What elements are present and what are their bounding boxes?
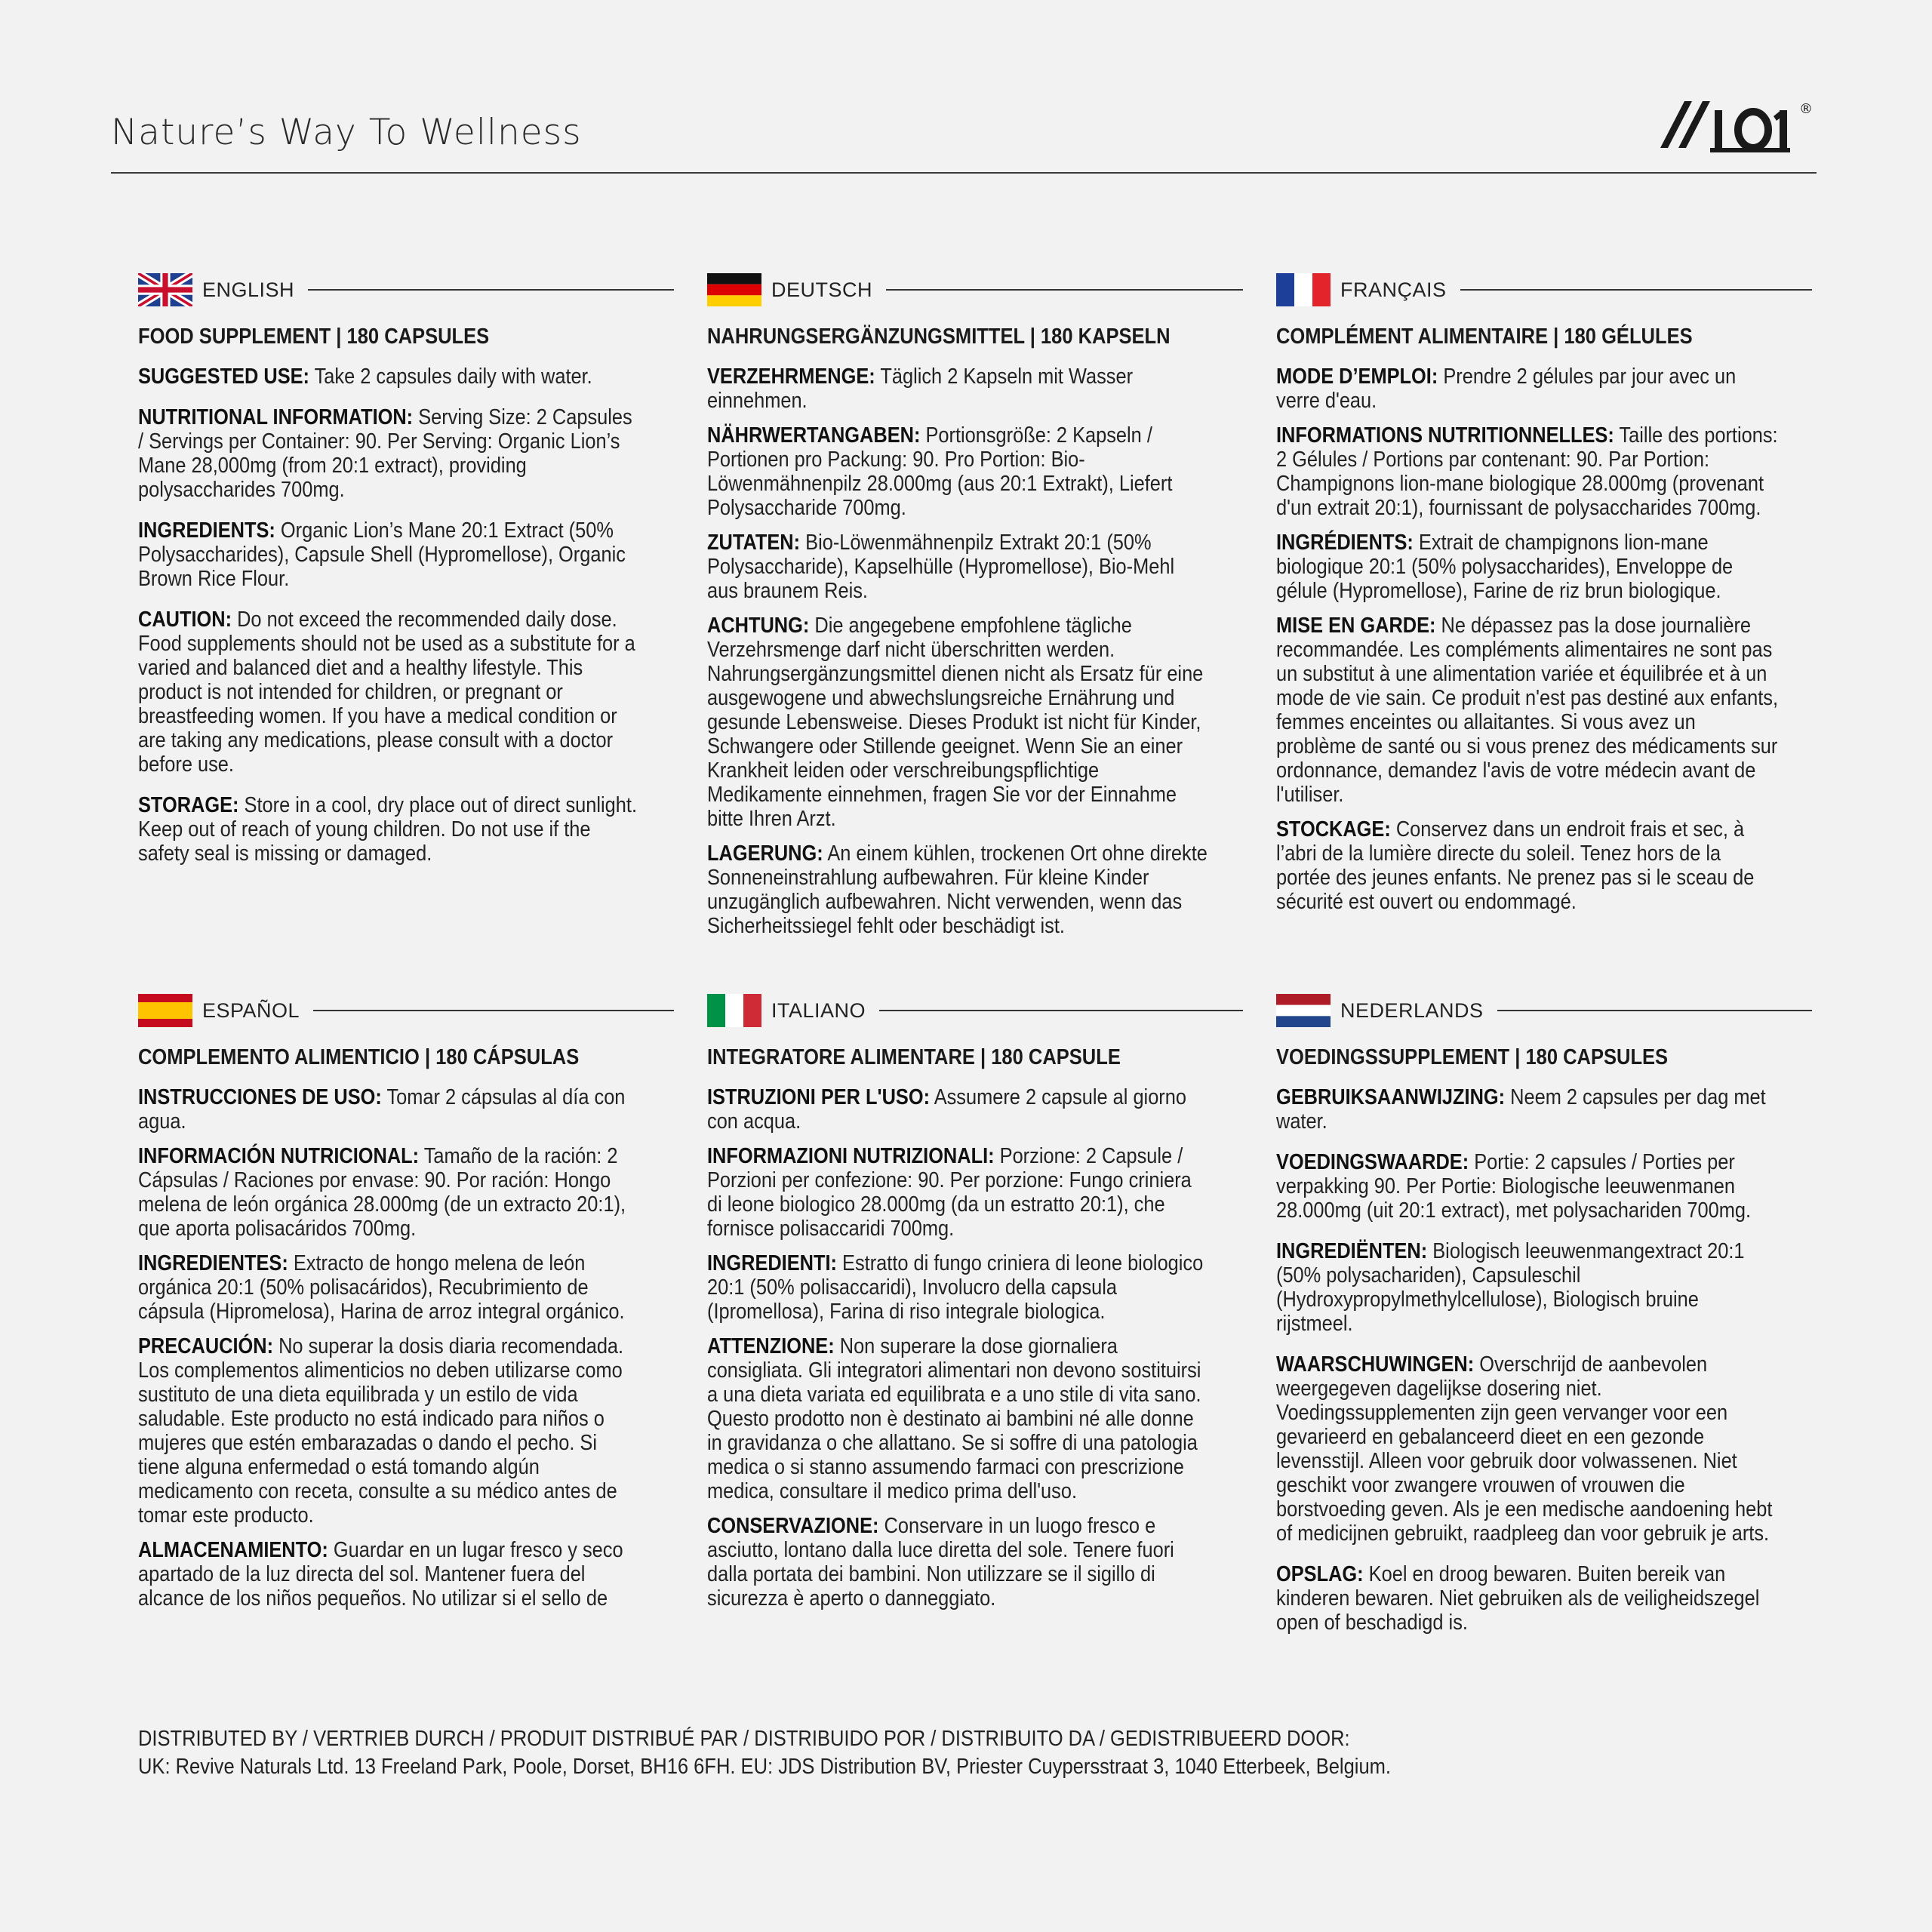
- language-header: [138, 272, 674, 308]
- section-deutsch: [707, 272, 1243, 949]
- caution: MISE EN GARDE: Ne dépassez pas la dose journalière recommandée. Les compléments alimentaires ne sont pas un substitut à une alimentation variée et équilibrée et à un mode de vie sain. Ce produit n'est pas destiné aux enfants, femmes enceintes ou allaitantes. Si vous avez un problème de santé ou si vous prenez des médicaments sur ordonnance, demandez l'avis de votre médecin avant de l'utiliser.: [1276, 614, 1779, 807]
- registered-mark: ®: [1799, 101, 1813, 117]
- language-header: [707, 992, 1243, 1029]
- ingredients: INGREDIËNTEN: Biologisch leeuwenmangextract 20:1 (50% polysachariden), Capsuleschil (Hydroxypropylmethylcellulose), Biologisch bruine rijstmeel.: [1276, 1239, 1745, 1336]
- language-divider: [1460, 289, 1812, 291]
- caution: WAARSCHUWINGEN: Overschrijd de aanbevolen weergegeven dagelijkse dosering niet. Voedingssupplementen zijn geen vervanger voor een gevarieerd en gebalanceerd dieet en een gezonde levensstijl. Alleen voor gebruik door volwassenen. Niet geschikt voor zwangere vrouwen of vrouwen die borstvoeding geven. Als je een medische aandoening hebt of medicijnen gebruikt, raadpleeg dan voor gebruik je arts.: [1276, 1352, 1773, 1546]
- suggested-use: ISTRUZIONI PER L'USO: Assumere 2 capsule al giorno con acqua.: [707, 1085, 1186, 1134]
- language-label: ESPAÑOL: [202, 998, 300, 1022]
- storage: ALMACENAMIENTO: Guardar en un lugar fresco y seco apartado de la luz directa del sol. Mantener fuera del alcance de los niños pequeños. No utilizar si el sello de: [138, 1538, 623, 1611]
- ingredients: ZUTATEN: Bio-Löwenmähnenpilz Extrakt 20:1 (50% Polysaccharide), Kapselhülle (Hypromellose), Bio-Mehl aus braunem Reis.: [707, 531, 1175, 603]
- distributor-info: [138, 1725, 1732, 1781]
- header-divider: [111, 172, 1817, 174]
- distributed-by-label: DISTRIBUTED BY / VERTRIEB DURCH / PRODUIT DISTRIBUÉ PAR / DISTRIBUIDO POR / DISTRIBUITO DA / GEDISTRIBUEERD DOOR:: [138, 1727, 1350, 1751]
- ingredients: INGREDIENTI: Estratto di fungo criniera di leone biologico 20:1 (50% polisaccaridi), Involucro della capsula (Ipromellosa), Farina di riso integrale biologica.: [707, 1251, 1204, 1324]
- language-label: ENGLISH: [202, 278, 295, 301]
- netherlands-flag-icon: [1276, 994, 1331, 1027]
- language-label: ITALIANO: [771, 998, 866, 1022]
- suggested-use: SUGGESTED USE: Take 2 capsules daily with water.: [138, 365, 592, 389]
- storage: LAGERUNG: An einem kühlen, trockenen Ort ohne direkte Sonneneinstrahlung aufbewahren. Für kleine Kinder unzugänglich aufbewahren. Nicht verwenden, wenn das Sicherheitssiegel fehlt oder beschädigt ist.: [707, 841, 1208, 938]
- caution: PRECAUCIÓN: No superar la dosis diaria recomendada. Los complementos alimenticios no deben utilizarse como sustituto de una dieta equilibrada y un estilo de vida saludable. Este producto no está indicado para niños o mujeres que estén embarazadas o dando el pecho. Si tiene alguna enfermedad o está tomando algún medicamento con receta, consulte a su médico antes de tomar este producto.: [138, 1334, 624, 1527]
- section-espanol: [138, 992, 674, 1621]
- language-divider: [1497, 1010, 1812, 1011]
- italy-flag-icon: [707, 994, 761, 1027]
- product-title: FOOD SUPPLEMENT | 180 CAPSULES: [138, 325, 490, 349]
- product-title: INTEGRATORE ALIMENTARE | 180 CAPSULE: [707, 1045, 1121, 1069]
- storage: CONSERVAZIONE: Conservare in un luogo fresco e asciutto, lontano dalla luce diretta del sole. Tenere fuori dalla portata dei bambini. Non utilizzare se il sigillo di sicurezza è aperto o danneggiato.: [707, 1514, 1174, 1611]
- section-italiano: [707, 992, 1243, 1621]
- language-divider: [886, 289, 1243, 291]
- distributor-addresses: UK: Revive Naturals Ltd. 13 Freeland Park, Poole, Dorset, BH16 6FH. EU: JDS Distribution BV, Priester Cuypersstraat 3, 1040 Etterbeek, Belgium.: [138, 1755, 1392, 1779]
- language-header: [138, 992, 674, 1029]
- suggested-use: VERZEHRMENGE: Täglich 2 Kapseln mit Wasser einnehmen.: [707, 365, 1134, 413]
- product-title: COMPLÉMENT ALIMENTAIRE | 180 GÉLULES: [1276, 325, 1693, 349]
- suggested-use: MODE D’EMPLOI: Prendre 2 gélules par jour avec un verre d'eau.: [1276, 365, 1737, 413]
- section-francais: [1276, 272, 1812, 924]
- language-divider: [313, 1010, 674, 1011]
- language-label: FRANÇAIS: [1340, 278, 1447, 301]
- nutritional-information: INFORMATIONS NUTRITIONNELLES: Taille des portions: 2 Gélules / Portions par contenant: 90. Par Portion: Champignons lion-mane biologique 28.000mg (provenant d'un extrait 20:1), fournissant de polysaccharides 700mg.: [1276, 423, 1778, 520]
- storage: STOCKAGE: Conservez dans un endroit frais et sec, à l’abri de la lumière directe du soleil. Tenez hors de la portée des jeunes enfants. Ne prenez pas si le sceau de sécurité est ouvert ou endommagé.: [1276, 817, 1755, 914]
- language-label: DEUTSCH: [771, 278, 873, 301]
- storage: OPSLAG: Koel en droog bewaren. Buiten bereik van kinderen bewaren. Niet gebruiken als de veiligheidszegel open of beschadigd is.: [1276, 1562, 1760, 1635]
- nutritional-information: INFORMACIÓN NUTRICIONAL: Tamaño de la ración: 2 Cápsulas / Raciones por envase: 90. Por ración: Hongo melena de león orgánica 28.000mg (de un extracto 20:1), que aporta polisacáridos 700mg.: [138, 1144, 626, 1241]
- nutritional-information: NUTRITIONAL INFORMATION: Serving Size: 2 Capsules / Servings per Container: 90. Per Serving: Organic Lion’s Mane 28,000mg (from 20:1 extract), providing polysaccharides 700mg.: [138, 405, 632, 502]
- caution: ATTENZIONE: Non superare la dose giornaliera consigliata. Gli integratori alimentari non devono sostituirsi a una dieta variata ed equilibrata e a uno stile di vita sano. Questo prodotto non è destinato ai bambini né alle donne in gravidanza o che allattano. Se si soffre di una patologia medica o si stanno assumendo farmaci con prescrizione medica, consultare il medico prima dell'uso.: [707, 1334, 1201, 1503]
- section-english: [138, 272, 674, 876]
- product-title: VOEDINGSSUPPLEMENT | 180 CAPSULES: [1276, 1045, 1669, 1069]
- language-divider: [308, 289, 674, 291]
- suggested-use: INSTRUCCIONES DE USO: Tomar 2 cápsulas al día con agua.: [138, 1085, 626, 1134]
- language-header: [1276, 992, 1812, 1029]
- brand-logo: [1659, 97, 1817, 155]
- ingredients: INGREDIENTES: Extracto de hongo melena de león orgánica 20:1 (50% polisacáridos), Recubrimiento de cápsula (Hipromelosa), Harina de arroz integral orgánico.: [138, 1251, 625, 1324]
- page-title: Nature’s Way To Wellness: [111, 112, 582, 153]
- caution: ACHTUNG: Die angegebene empfohlene tägliche Verzehrsmenge darf nicht überschritten werden. Nahrungsergänzungsmittel dienen nicht als Ersatz für eine ausgewogene und abwechslungsreiche Ernährung und gesunde Lebensweise. Dieses Produkt ist nicht für Kinder, Schwangere oder Stillende geeignet. Wenn Sie an einer Krankheit leiden oder verschreibungspflichtige Medikamente einnehmen, fragen Sie vor der Einnahme bitte Ihren Arzt.: [707, 614, 1204, 831]
- spain-flag-icon: [138, 994, 192, 1027]
- nutritional-information: NÄHRWERTANGABEN: Portionsgröße: 2 Kapseln / Portionen pro Packung: 90. Pro Portion: Bio-Löwenmähnenpilz 28.000mg (aus 20:1 Extrakt), Liefert Polysaccharide 700mg.: [707, 423, 1173, 520]
- language-header: [1276, 272, 1812, 308]
- language-divider: [879, 1010, 1243, 1011]
- nutritional-information: INFORMAZIONI NUTRIZIONALI: Porzione: 2 Capsule / Porzioni per confezione: 90. Per porzione: Fungo criniera di leone biologico 28.000mg (da un estratto 20:1), che fornisce polisaccaridi 700mg.: [707, 1144, 1192, 1241]
- suggested-use: GEBRUIKSAANWIJZING: Neem 2 capsules per dag met water.: [1276, 1085, 1766, 1134]
- ingredients: INGRÉDIENTS: Extrait de champignons lion-mane biologique 20:1 (50% polysaccharides), Enveloppe de gélule (Hypromellose), Farine de riz brun biologique.: [1276, 531, 1734, 603]
- caution: CAUTION: Do not exceed the recommended daily dose. Food supplements should not be used as a substitute for a varied and balanced diet and a healthy lifestyle. This product is not intended for children, or pregnant or breastfeeding women. If you have a medical condition or are taking any medications, please consult with a doctor before use.: [138, 608, 635, 777]
- storage: STORAGE: Store in a cool, dry place out of direct sunlight. Keep out of reach of young children. Do not use if the safety seal is missing or damaged.: [138, 793, 638, 866]
- germany-flag-icon: [707, 273, 761, 306]
- section-nederlands: [1276, 992, 1812, 1645]
- nutritional-information: VOEDINGSWAARDE: Portie: 2 capsules / Porties per verpakking 90. Per Portie: Biologische leeuwenmanen 28.000mg (uit 20:1 extract), met polysachariden 700mg.: [1276, 1150, 1752, 1223]
- product-title: COMPLEMENTO ALIMENTICIO | 180 CÁPSULAS: [138, 1045, 580, 1069]
- language-header: [707, 272, 1243, 308]
- language-label: NEDERLANDS: [1340, 998, 1484, 1022]
- product-title: NAHRUNGSERGÄNZUNGSMITTEL | 180 KAPSELN: [707, 325, 1171, 349]
- ingredients: INGREDIENTS: Organic Lion’s Mane 20:1 Extract (50% Polysaccharides), Capsule Shell (Hypromellose), Organic Brown Rice Flour.: [138, 518, 626, 591]
- uk-flag-icon: [138, 273, 192, 306]
- france-flag-icon: [1276, 273, 1331, 306]
